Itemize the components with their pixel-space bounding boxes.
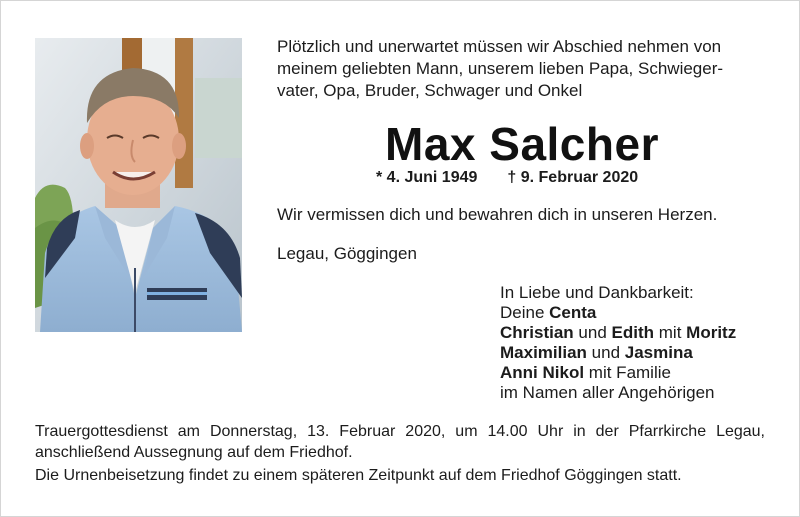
burial-notice: Die Urnenbeisetzung findet zu einem späteren Zeitpunkt auf dem Friedhof Göggingen statt. <box>35 467 682 484</box>
portrait-photo <box>35 38 242 332</box>
intro-text <box>277 36 777 102</box>
birth-date: * 4. Juni 1949 <box>376 169 478 186</box>
deceased-name: Max Salcher <box>385 118 659 170</box>
mourners-block <box>500 283 736 403</box>
mourner-line: Anni Nikol mit Familie <box>500 363 671 382</box>
service-notice: Trauergottesdienst am Donnerstag, 13. Februar 2020, um 14.00 Uhr in der Pfarrkirche Legau, anschließend Aussegnung auf dem Friedhof. <box>35 423 765 461</box>
intro-line: meinem geliebten Mann, unserem lieben Papa, Schwieger- <box>277 59 724 78</box>
mourners-closing: im Namen aller Angehörigen <box>500 383 715 402</box>
intro-line: Plötzlich und unerwartet müssen wir Abschied nehmen von <box>277 37 722 56</box>
mourner-line: Deine Centa <box>500 303 597 322</box>
place-names: Legau, Göggingen <box>277 244 417 263</box>
death-date: † 9. Februar 2020 <box>507 169 639 186</box>
life-dates <box>376 169 638 187</box>
remembrance-text: Wir vermissen dich und bewahren dich in unseren Herzen. <box>277 205 718 224</box>
portrait-illustration <box>35 38 242 332</box>
mourner-line: Christian und Edith mit Moritz <box>500 323 737 342</box>
mourner-line: Maximilian und Jasmina <box>500 343 693 362</box>
intro-line: vater, Opa, Bruder, Schwager und Onkel <box>277 81 583 100</box>
mourners-intro: In Liebe und Dankbarkeit: <box>500 283 694 302</box>
